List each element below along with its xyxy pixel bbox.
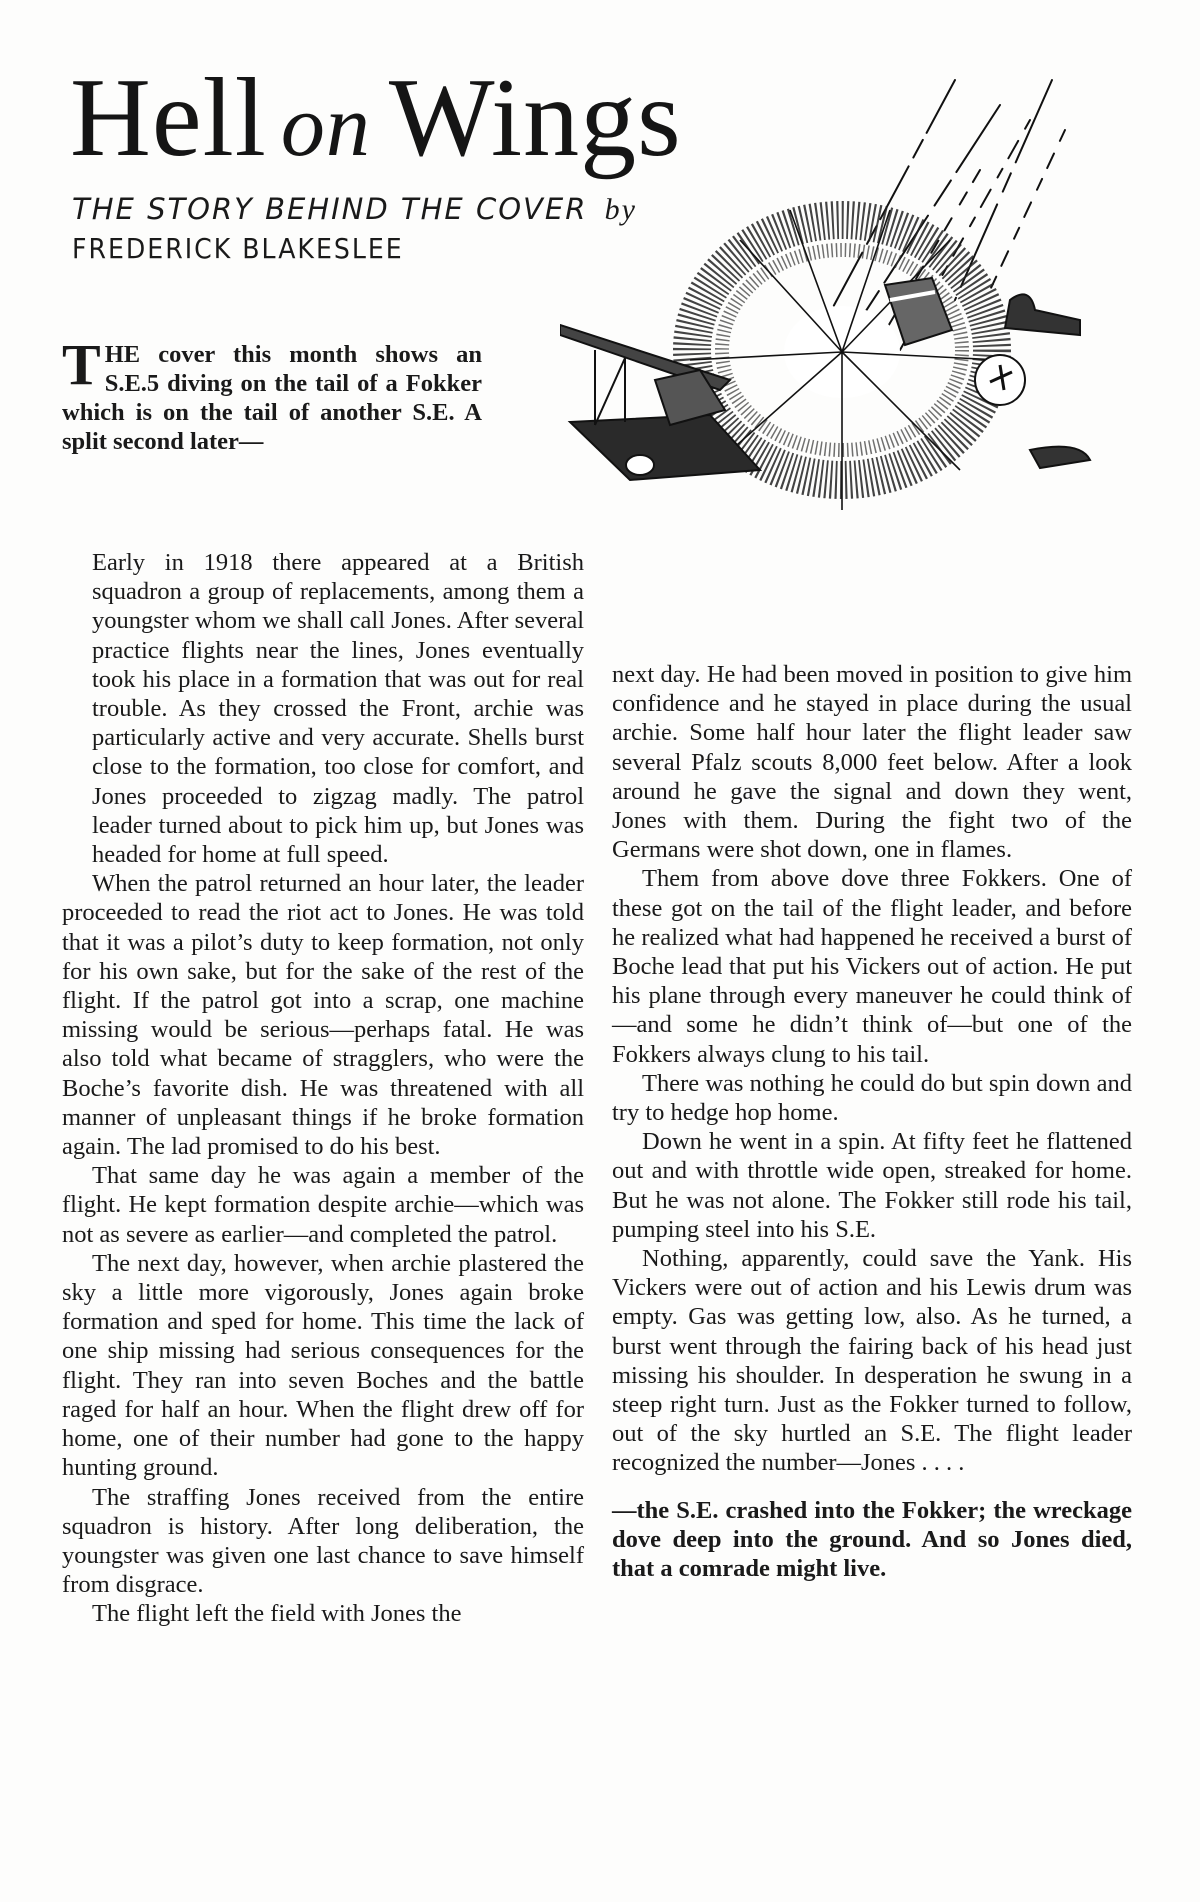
body-paragraph: The flight left the field with Jones the <box>92 1600 462 1628</box>
article-author: FREDERICK BLAKESLEE <box>72 232 404 265</box>
title-wings: Wings <box>388 56 682 180</box>
biplane-left <box>560 325 760 480</box>
intro-dropcap: T <box>62 332 101 397</box>
intro-text: HE cover this month shows an S.E.5 diving on the tail of a Fokker which is on the tail of another S.E. A split second later— <box>62 341 482 455</box>
body-paragraph: There was nothing he could do but spin down and try to hedge hop home. <box>612 1069 1132 1127</box>
left-column <box>62 548 584 1629</box>
subtitle-by: by <box>604 193 637 226</box>
body-paragraph: Them from above dove three Fokkers. One of these got on the tail of the flight leader, and before he realized what had happened he received a burst of Boche lead that put his Vickers out of action. He put his plane through every maneuver he could think of—and some he didn’t think of—but one of the Fokkers always clung to his tail. <box>612 865 1132 1068</box>
title-on: on <box>280 78 371 175</box>
right-column <box>612 660 1132 1583</box>
biplane-right <box>885 278 1090 468</box>
body-paragraph: Nothing, apparently, could save the Yank. His Vickers were out of action and his Lewis drum was empty. Gas was getting low, also. As he turned, a burst went through the fairing back of his head just missing his shoulder. In desperation he swung in a steep right turn. Just as the Fokker turned to follow, out of the sky hurtled an S.E. The flight leader recognized the number—Jones . . . . <box>612 1245 1132 1477</box>
body-paragraph: next day. He had been moved in position to give him confidence and he stayed in place during the usual archie. Some half hour later the flight leader saw several Pfalz scouts 8,000 feet below. After a look around he gave the signal and down they went, Jones with them. During the fight two of the Germans were shot down, one in flames. <box>612 661 1132 864</box>
article-subtitle <box>72 192 637 227</box>
body-paragraph: That same day he was again a member of the flight. He kept formation despite archie—which was not as severe as earlier—and completed the patrol. <box>62 1162 584 1248</box>
body-paragraph: Early in 1918 there appeared at a British squadron a group of replacements, among them a youngster whom we shall call Jones. After several practice flights near the lines, Jones eventually took his place in a formation that was out for real trouble. As they crossed the Front, archie was particularly active and very accurate. Shells burst close to the formation, too close for comfort, and Jones proceeded to zigzag madly. The patrol leader turned about to pick him up, but Jones was headed for home at full speed. <box>92 549 584 869</box>
title-hell: Hell <box>70 56 267 180</box>
subtitle-text: THE STORY BEHIND THE COVER <box>72 192 588 226</box>
body-paragraph: Down he went in a spin. At fifty feet he flattened out and with throttle wide open, streaked for home. But he was not alone. The Fokker still rode his tail, pumping steel into his S.E. <box>612 1128 1132 1243</box>
biplane-explosion-illustration <box>560 60 1200 660</box>
body-paragraph: The straffing Jones received from the entire squadron is history. After long deliberation, the youngster was given one last chance to save himself from disgrace. <box>62 1483 584 1599</box>
intro-paragraph <box>62 332 482 456</box>
body-paragraph: The next day, however, when archie plastered the sky a little more vigorously, Jones again broke formation and sped for home. This time the lack of one ship missing had serious consequences for the flight. They ran into seven Boches and the battle raged for half an hour. When the flight drew off for home, one of their number had gone to the happy hunting ground. <box>62 1249 584 1482</box>
body-paragraph: When the patrol returned an hour later, the leader proceeded to read the riot act to Jones. He was told that it was a pilot’s duty to keep formation, not only for his own sake, but for the sake of the rest of the flight. If the patrol got into a scrap, one machine missing would be serious—perhaps fatal. He was also told what became of stragglers, who were the Boche’s favorite dish. He was threatened with all manner of unpleasant things if he broke formation again. The lad promised to do his best. <box>62 870 584 1161</box>
closing-paragraph: —the S.E. crashed into the Fokker; the wreckage dove deep into the ground. And so Jones died, that a comrade might live. <box>612 1496 1132 1583</box>
